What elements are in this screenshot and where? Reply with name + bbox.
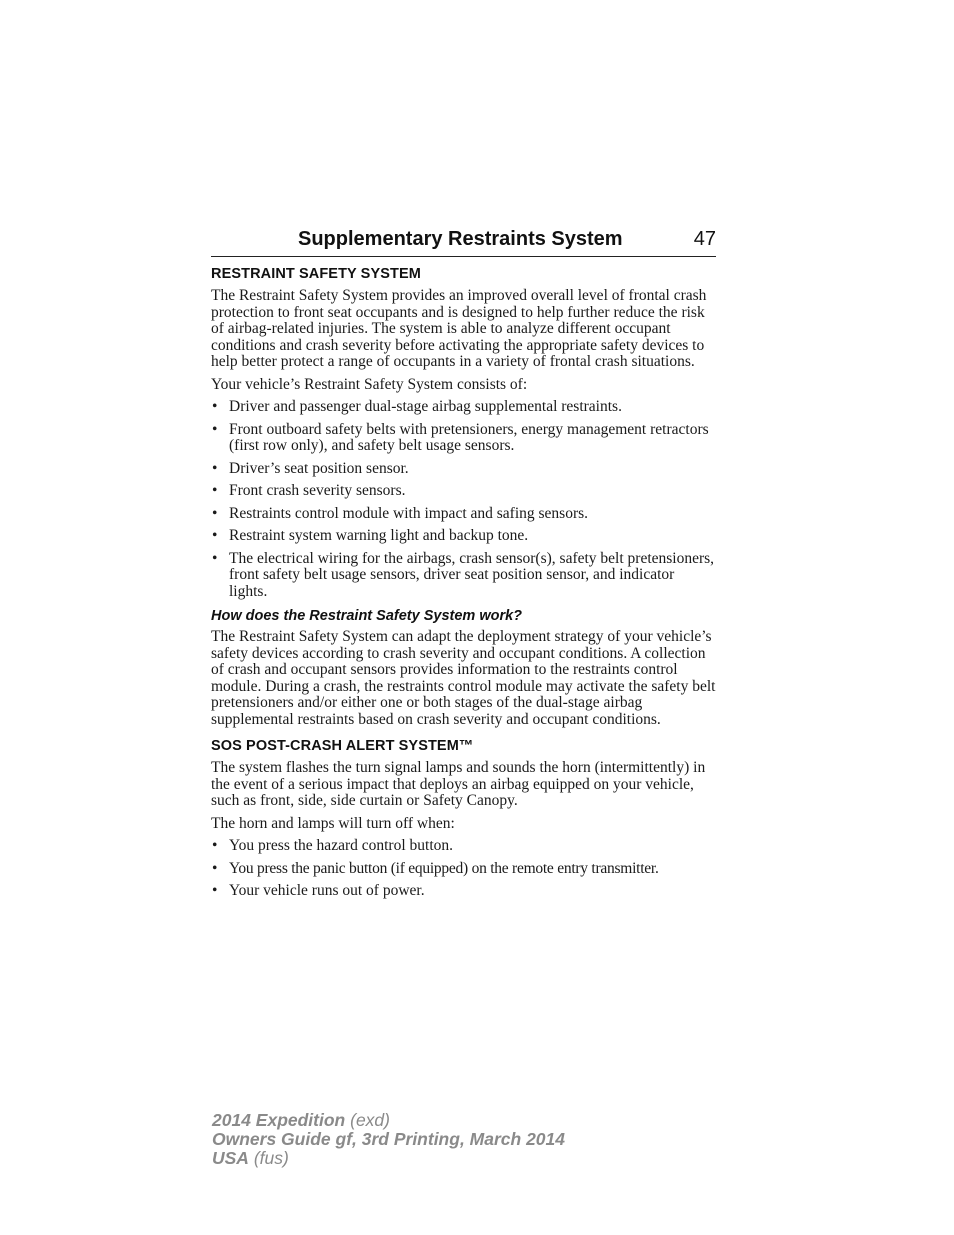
sos-intro-paragraph: The system flashes the turn signal lamps and sounds the horn (intermittently) in the event of a serious impact that deploys an airbag equipped on your vehicle, such as front, side, side curtain or Safety Canopy. <box>211 759 706 809</box>
list-item-text: Front outboard safety belts with pretensioners, energy management retractors (first row only), and safety belt usage sensors. <box>229 420 709 454</box>
list-item-text: Restraint system warning light and backup tone. <box>229 527 529 544</box>
list-item <box>211 399 716 416</box>
list-item-text: Driver’s seat position sensor. <box>229 459 409 477</box>
rss-consists-paragraph: Your vehicle’s Restraint Safety System consists of: <box>211 375 528 393</box>
bullet-icon: • <box>212 549 218 567</box>
list-item-text: Front crash severity sensors. <box>229 482 406 499</box>
list-item-text: You press the panic button (if equipped) on the remote entry transmitter. <box>229 859 659 877</box>
rss-intro-paragraph: The Restraint Safety System provides an improved overall level of frontal crash protection to front seat occupants and is designed to help further reduce the risk of airbag-related injuries. The system is able to analyze different occupant conditions and crash severity before activating the appropriate safety devices to help better protect a range of occupants in a variety of frontal crash situations. <box>211 287 707 370</box>
list-item <box>211 506 716 523</box>
rss-components-list <box>211 399 716 600</box>
list-item-text: Driver and passenger dual-stage airbag supplemental restraints. <box>229 398 622 415</box>
bullet-icon: • <box>212 859 218 877</box>
list-item <box>211 838 716 855</box>
page-header <box>211 228 716 257</box>
footer-model-code: (exd) <box>345 1110 390 1130</box>
list-item <box>211 861 716 878</box>
footer-line-model <box>212 1111 565 1130</box>
list-item <box>211 422 716 455</box>
list-item <box>211 551 716 601</box>
bullet-icon: • <box>212 504 218 522</box>
bullet-icon: • <box>212 837 218 854</box>
footer-line-printing <box>212 1130 565 1149</box>
footer-market-name: USA <box>212 1148 249 1168</box>
section-heading-rss: RESTRAINT SAFETY SYSTEM <box>211 266 421 282</box>
list-item-text: Your vehicle runs out of power. <box>229 882 425 899</box>
list-item <box>211 528 716 545</box>
sos-conditions-list <box>211 838 716 900</box>
list-item <box>211 883 716 900</box>
footer-market-code: (fus) <box>248 1148 289 1168</box>
subsection-heading-how: How does the Restraint Safety System work? <box>211 608 523 624</box>
footer-line-market <box>212 1149 565 1168</box>
section-heading-sos: SOS POST-CRASH ALERT SYSTEM™ <box>211 738 474 754</box>
bullet-icon: • <box>212 482 218 499</box>
list-item <box>211 483 716 500</box>
chapter-title: Supplementary Restraints System <box>298 228 623 250</box>
bullet-icon: • <box>212 882 218 899</box>
page-number: 47 <box>693 228 716 250</box>
how-paragraph: The Restraint Safety System can adapt the deployment strategy of your vehicle’s safety devices according to crash severity and occupant conditions. A collection of crash and occupant sensors provides information to the restraints control module. During a crash, the restraints control module may activate the safety belt pretensioners and/or either one or both stages of the dual-stage airbag supplemental restraints based on crash severity and occupant conditions. <box>211 628 716 728</box>
list-item <box>211 461 716 478</box>
list-item-text: You press the hazard control button. <box>229 837 454 854</box>
list-item-text: Restraints control module with impact and safing sensors. <box>229 504 589 522</box>
footer-printing-info: Owners Guide gf, 3rd Printing, March 2014 <box>212 1129 565 1149</box>
list-item-text: The electrical wiring for the airbags, crash sensor(s), safety belt pretensioners, front safety belt usage sensors, driver seat position sensor, and indicator lights. <box>229 549 715 600</box>
manual-page <box>211 228 716 906</box>
bullet-icon: • <box>212 420 218 438</box>
footer-model-name: 2014 Expedition <box>212 1110 346 1130</box>
document-footer <box>212 1111 565 1168</box>
bullet-icon: • <box>212 459 218 477</box>
sos-off-when-paragraph: The horn and lamps will turn off when: <box>211 814 455 832</box>
bullet-icon: • <box>212 527 218 544</box>
bullet-icon: • <box>212 398 218 415</box>
